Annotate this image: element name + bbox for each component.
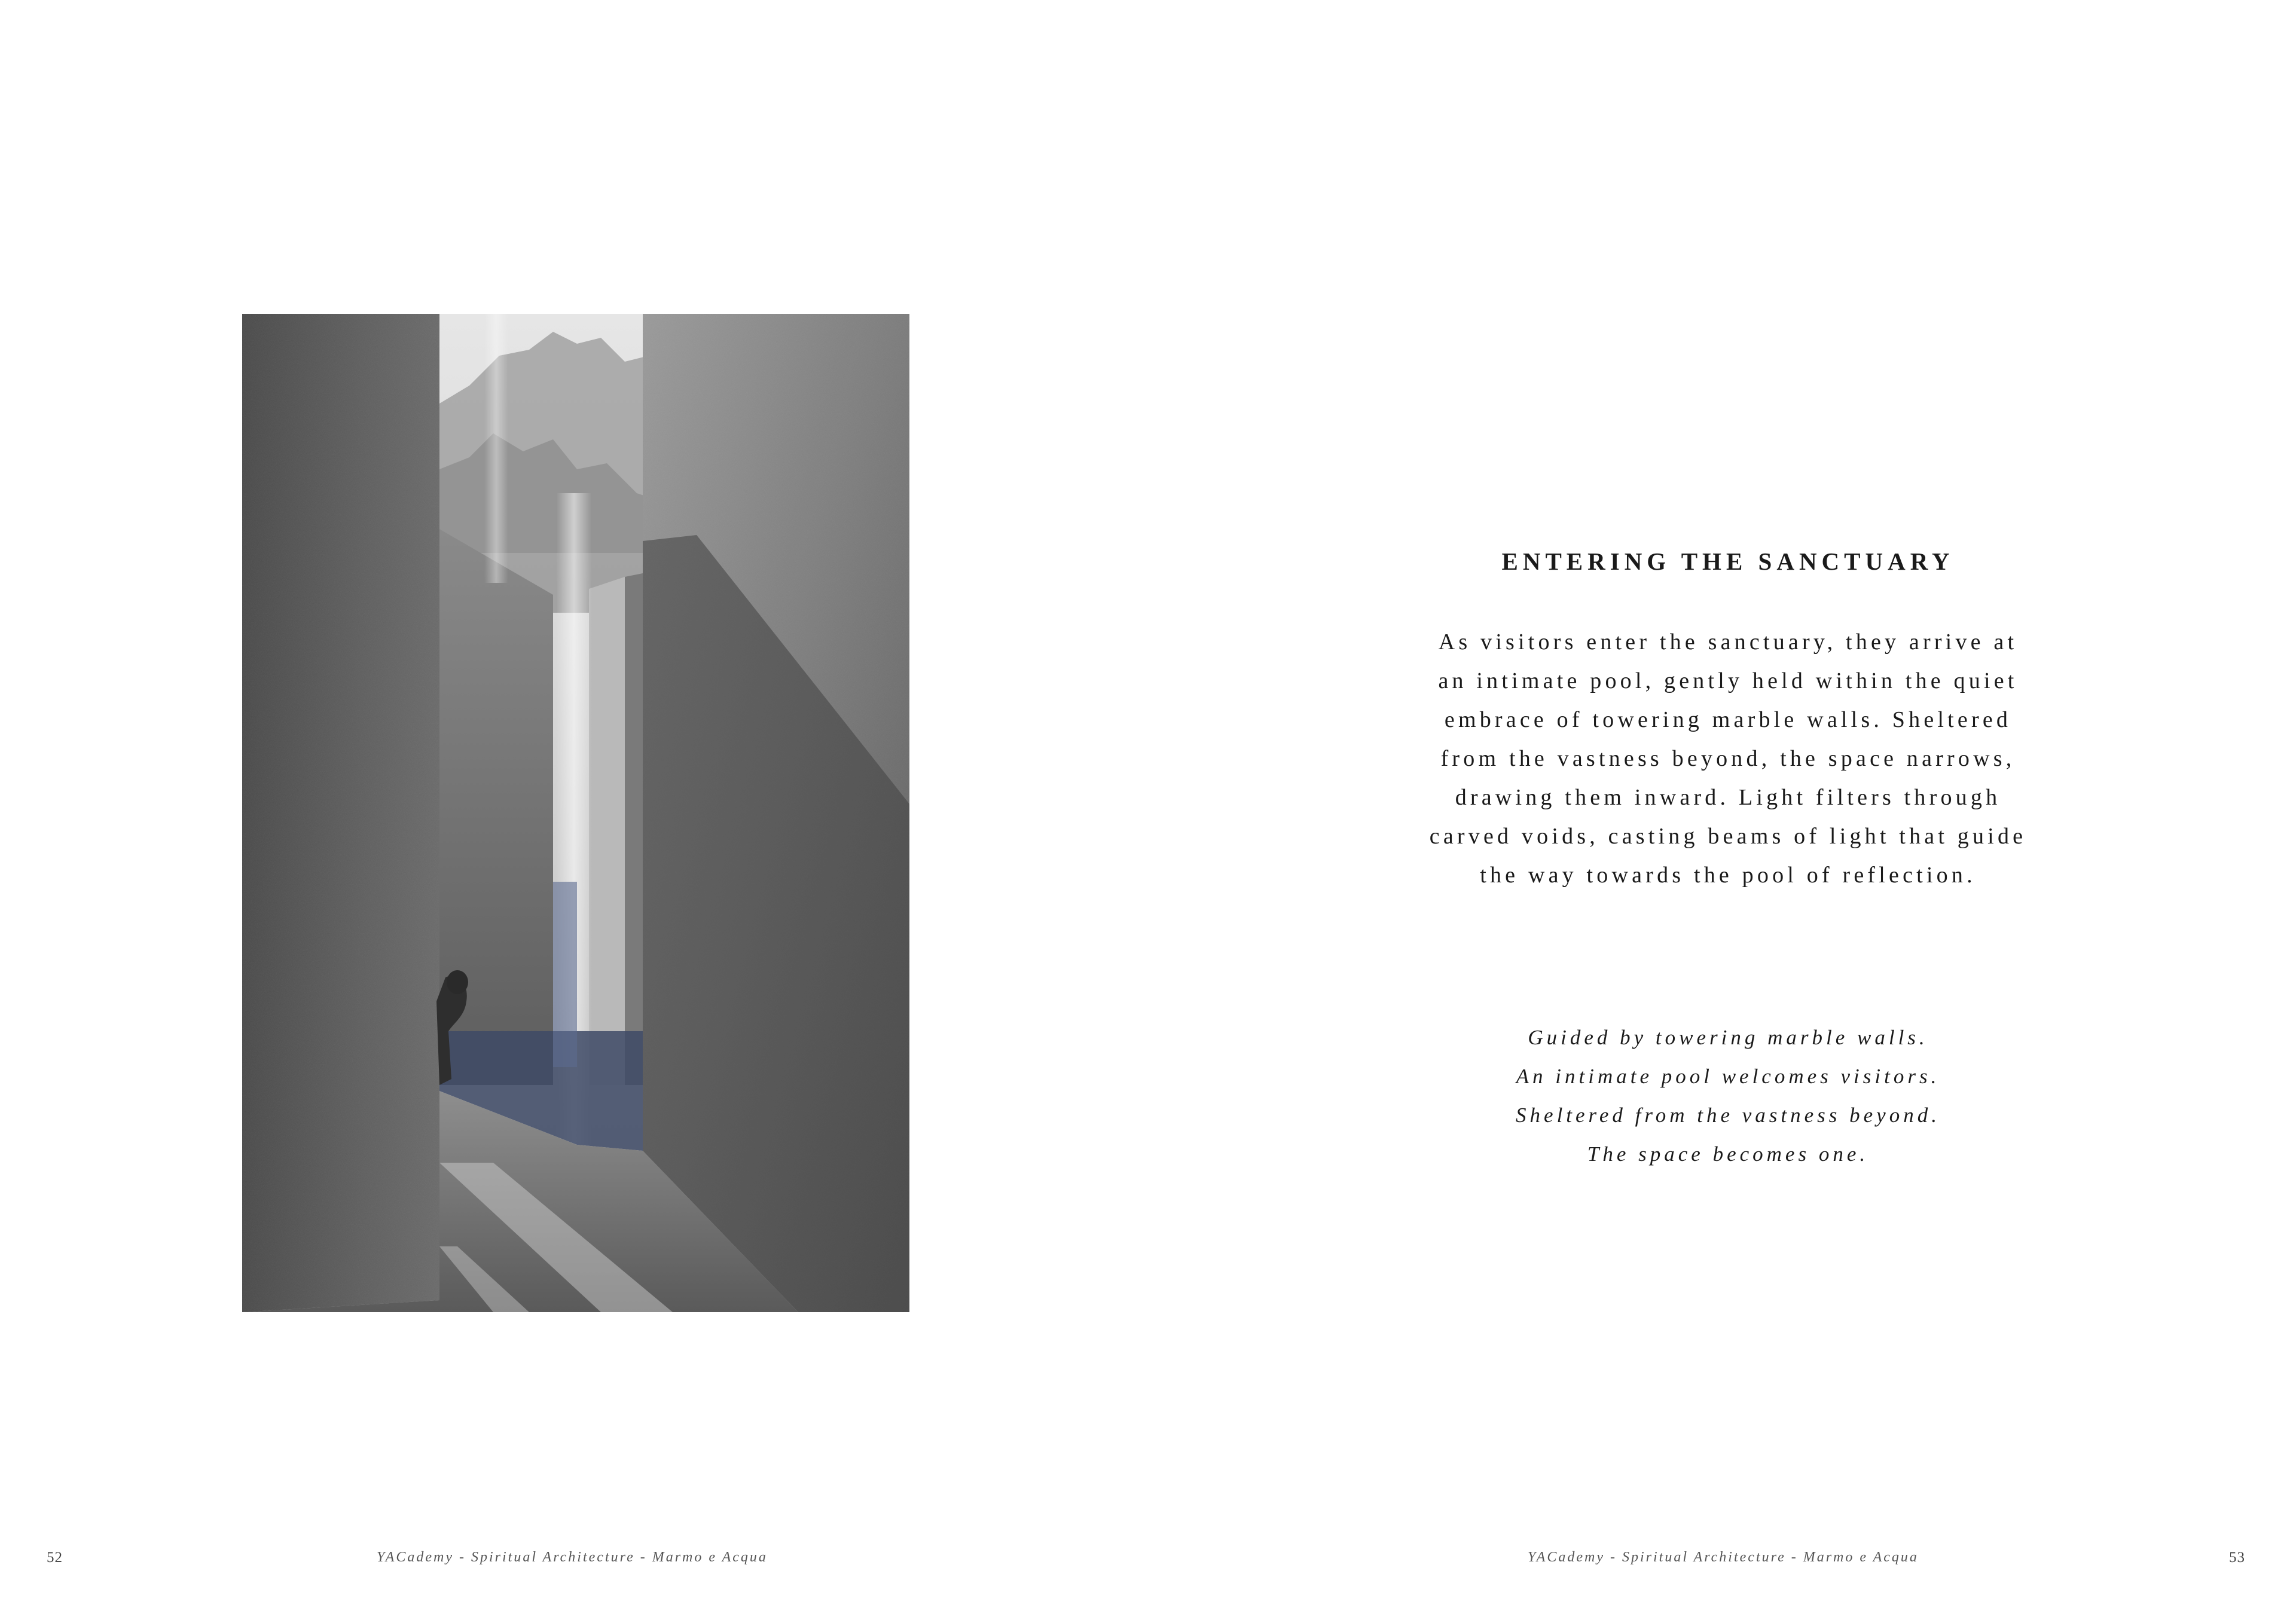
sanctuary-drawing	[242, 314, 909, 1312]
poem-line: Sheltered from the vastness beyond.	[1516, 1104, 1940, 1127]
sanctuary-illustration	[242, 314, 909, 1312]
poem-line: The space becomes one.	[1587, 1142, 1869, 1166]
running-title-left: YACademy - Spiritual Architecture - Marmo e Acqua	[377, 1549, 768, 1565]
right-page	[1148, 0, 2296, 1623]
page-number-right: 53	[2229, 1549, 2245, 1566]
body-line: As visitors enter the sanctuary, they arrive at	[1438, 629, 2018, 655]
body-paragraph	[1387, 623, 2069, 895]
body-line: the way towards the pool of reflection.	[1480, 863, 1976, 888]
body-line: from the vastness beyond, the space narrows,	[1440, 746, 2016, 771]
body-line: embrace of towering marble walls. Sheltered	[1444, 707, 2012, 732]
body-line: an intimate pool, gently held within the quiet	[1438, 668, 2018, 693]
poem-line: An intimate pool welcomes visitors.	[1516, 1065, 1940, 1088]
poem-line: Guided by towering marble walls.	[1528, 1026, 1928, 1049]
page-number-left: 52	[47, 1549, 63, 1566]
running-title-right: YACademy - Spiritual Architecture - Marmo e Acqua	[1528, 1549, 1919, 1565]
body-line: carved voids, casting beams of light that guide	[1429, 824, 2027, 849]
section-heading: ENTERING THE SANCTUARY	[1501, 548, 1955, 575]
text-column	[1387, 0, 2069, 1623]
poem-stanza	[1387, 1018, 2069, 1173]
body-line: drawing them inward. Light filters through	[1455, 785, 2001, 810]
